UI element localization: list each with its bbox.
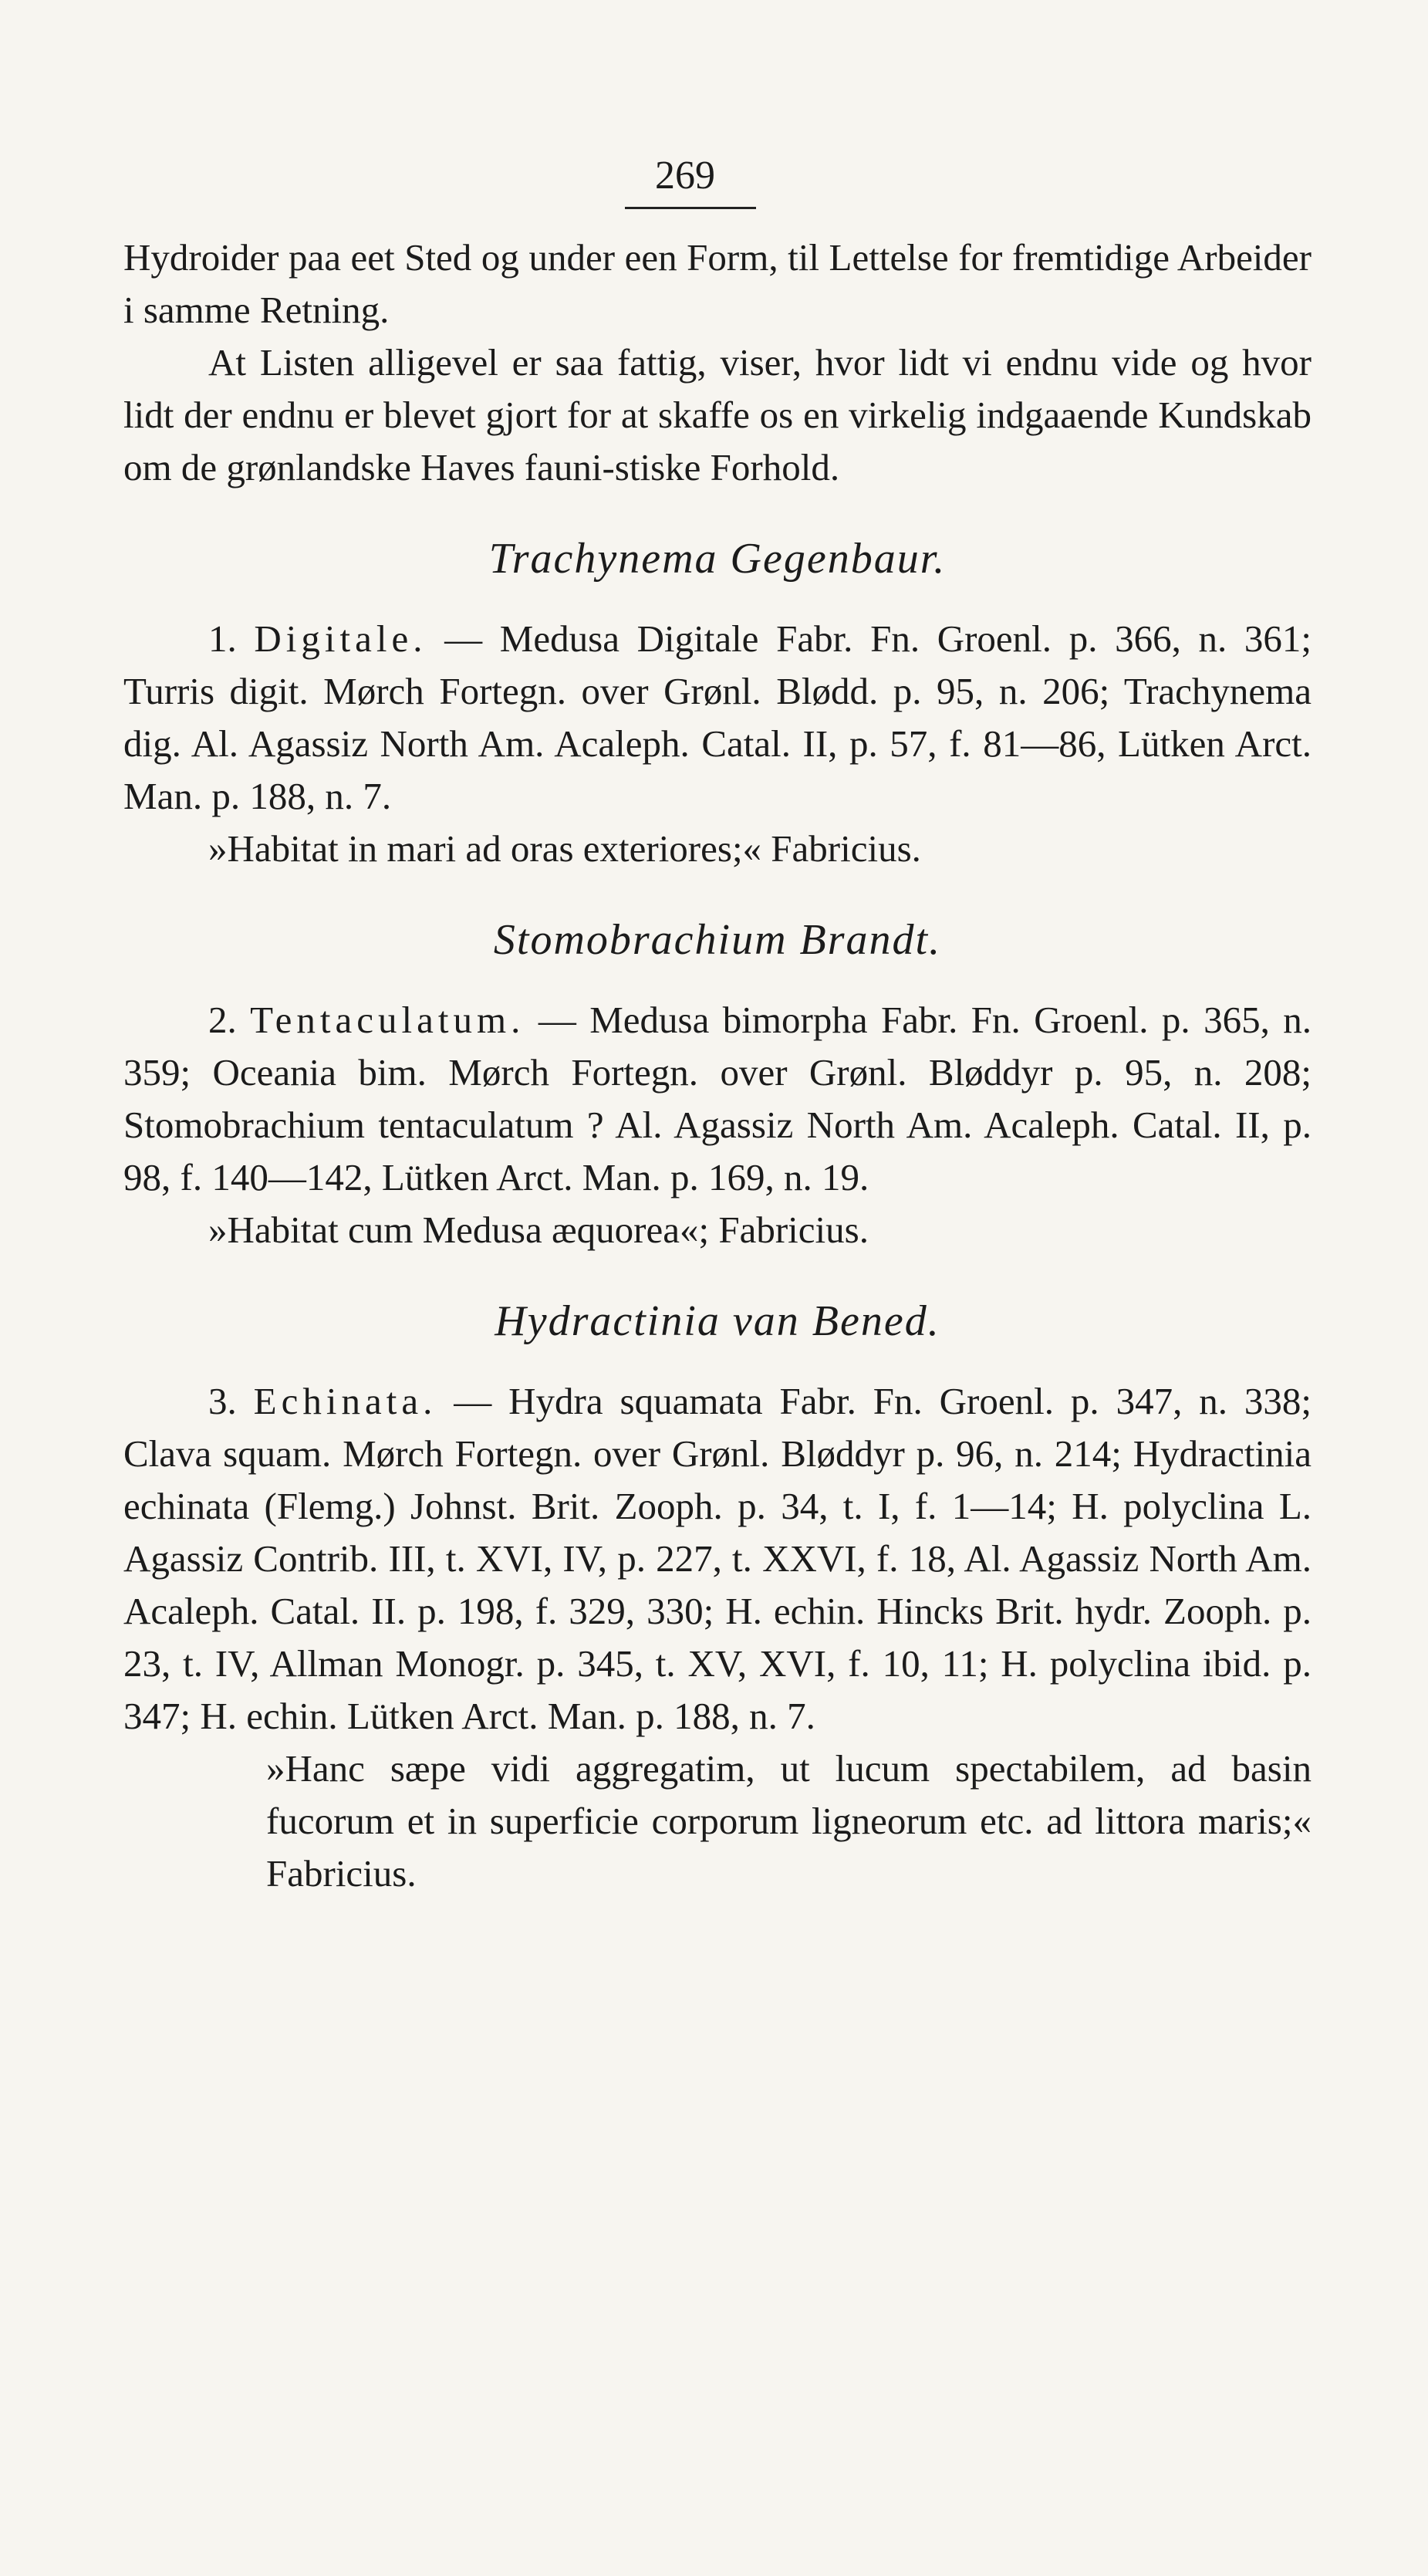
entry-references: — Medusa bimorpha Fabr. Fn. Groenl. p. 365, n. 359; Oceania bim. Mørch Fortegn. over Grønl. Bløddyr p. 95, n. 208; Stomobrachium tentaculatum ? Al. Agassiz North Am. Acaleph. Catal. II, p. 98, f. 140—142, Lütken Arct. Man. p. 169, n. 19. <box>123 999 1312 1198</box>
species-name: Tentaculatum. <box>250 999 525 1041</box>
genus-heading-stomobrachium: Stomobrachium Brandt. <box>493 916 942 964</box>
species-quote-1: »Habitat in mari ad oras exteriores;« Fabricius. <box>208 827 921 870</box>
entry-references: — Hydra squamata Fabr. Fn. Groenl. p. 347, n. 338; Clava squam. Mørch Fortegn. over Grønl. Bløddyr p. 96, n. 214; Hydractinia echinata (Flemg.) Johnst. Brit. Zooph. p. 34, t. I, f. 1—14; H. polyclina L. Agassiz Contrib. III, t. XVI, IV, p. 227, t. XXVI, f. 18, Al. Agassiz North Am. Acaleph. Catal. II. p. 198, f. 329, 330; H. echin. Hincks Brit. hydr. Zooph. p. 23, t. IV, Allman Monogr. p. 345, t. XV, XVI, f. 10, 11; H. polyclina ibid. p. 347; H. echin. Lütken Arct. Man. p. 188, n. 7. <box>123 1380 1312 1737</box>
species-quote-2: »Habitat cum Medusa æquorea«; Fabricius. <box>208 1209 869 1251</box>
intro-paragraph-1: Hydroider paa eet Sted og under een Form, til Lettelse for fremtidige Arbeider i samme Retning. <box>123 236 1312 331</box>
intro-paragraph-2: At Listen alligevel er saa fattig, viser, hvor lidt vi endnu vide og hvor lidt der endnu er blevet gjort for at skaffe os en virkelig indgaaende Kundskab om de grønlandske Haves fauni-stiske Forhold. <box>123 341 1312 488</box>
page-number: 269 <box>655 154 715 198</box>
entry-number: 2. <box>208 999 237 1041</box>
entry-references: — Medusa Digitale Fabr. Fn. Groenl. p. 366, n. 361; Turris digit. Mørch Fortegn. over Grønl. Blødd. p. 95, n. 206; Trachynema dig. Al. Agassiz North Am. Acaleph. Catal. II, p. 57, f. 81—86, Lütken Arct. Man. p. 188, n. 7. <box>123 617 1312 817</box>
species-name: Digitale. <box>254 617 427 660</box>
species-entry-3 <box>123 1375 1312 1743</box>
genus-heading-trachynema: Trachynema Gegenbaur. <box>488 535 947 583</box>
species-entry-1 <box>123 613 1312 823</box>
species-entry-2 <box>123 994 1312 1204</box>
genus-heading-hydractinia: Hydractinia van Bened. <box>495 1297 940 1345</box>
entry-number: 3. <box>208 1380 237 1422</box>
entry-number: 1. <box>208 617 237 660</box>
species-name: Echinata. <box>253 1380 437 1422</box>
page-number-rule <box>625 207 756 209</box>
species-quote-3: »Hanc sæpe vidi aggregatim, ut lucum spectabilem, ad basin fucorum et in superficie corporum ligneorum etc. ad littora maris;« Fabricius. <box>266 1747 1312 1895</box>
page-body <box>123 232 1312 1900</box>
